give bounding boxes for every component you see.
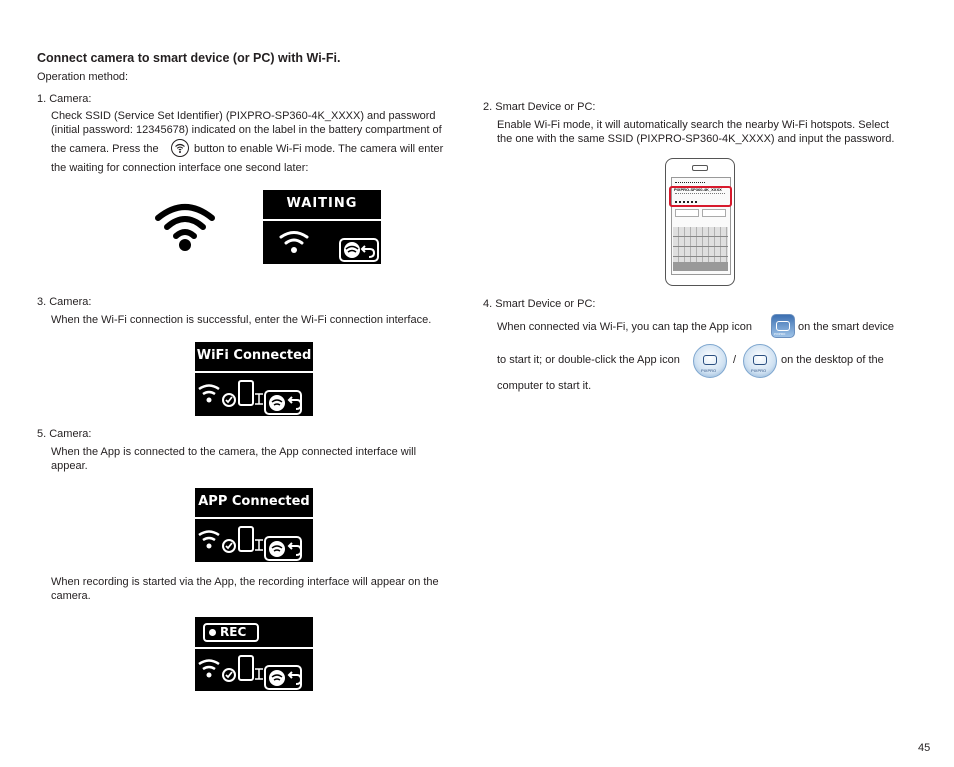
step5-text-line2: appear. [51,460,88,472]
step3-text-line1: When the Wi-Fi connection is successful, enter the Wi-Fi connection interface. [51,314,432,326]
app-icon-text: PIXPRO [751,368,767,373]
app-icon-pc-2 [743,344,777,378]
rec-text-line2: camera. [51,590,91,602]
app-icon-pc-1 [693,344,727,378]
step4-slash: / [733,354,737,366]
rec-label: REC [220,625,247,639]
step1-label: 1. Camera: [37,93,92,105]
camera-screen-wifi-connected [195,342,313,416]
app-icon-mobile [771,314,795,338]
camera-screen-waiting [263,190,381,264]
step3-label: 3. Camera: [37,296,92,308]
waiting-title: WAITING [263,190,381,218]
smartphone-illustration [665,158,735,286]
app-icon-text: PIXPRO [701,368,717,373]
rec-badge [203,623,259,642]
step4-text-line1b: on the smart device [798,321,894,333]
step1-text-line2: (initial password: 12345678) indicated on the label in the battery compartment of [51,124,442,136]
phone-speaker [692,165,708,171]
step4-text-line1a: When connected via Wi-Fi, you can tap the App icon [497,321,752,333]
ssid-highlight [669,186,732,207]
phone-ssid-text: PIXPRO-SP360-4K_XXXX [674,187,722,192]
step5-text-line1: When the App is connected to the camera, the App connected interface will [51,446,417,458]
wifi-signal-icon [150,198,220,256]
page-number: 45 [918,742,931,754]
step1-text-line3b: button to enable Wi-Fi mode. The camera will enter [194,143,444,155]
connection-status-icons [197,378,313,416]
wifi-button-icon [171,139,189,157]
wifi-connected-title: WiFi Connected [195,342,313,370]
app-icon-text: PIXPRO [774,332,786,336]
step5-label: 5. Camera: [37,428,92,440]
operation-method-label: Operation method: [37,71,129,83]
step1-text-line1: Check SSID (Service Set Identifier) (PIXPRO-SP360-4K_XXXX) and password [51,110,436,122]
section-heading: Connect camera to smart device (or PC) with Wi-Fi. [37,51,341,65]
connection-status-icons [197,524,313,562]
camera-screen-app-connected [195,488,313,562]
rec-dot-icon [209,629,216,636]
camera-screen-recording [195,617,313,691]
connection-status-icons [197,653,313,691]
step1-text-line3a: the camera. Press the [51,143,159,155]
screen-back-icon [339,238,379,262]
step4-label: 4. Smart Device or PC: [483,298,596,310]
step2-label: 2. Smart Device or PC: [483,101,596,113]
step1-text-line4: the waiting for connection interface one second later: [51,162,309,174]
app-connected-title: APP Connected [195,488,313,516]
step2-text-line1: Enable Wi-Fi mode, it will automatically search the nearby Wi-Fi hotspots. Select [497,119,889,131]
rec-text-line1: When recording is started via the App, the recording interface will appear on the [51,576,439,588]
step4-text-line2b: on the desktop of the [781,354,884,366]
step2-text-line2: the one with the same SSID (PIXPRO-SP360-4K_XXXX) and input the password. [497,133,895,145]
step4-text-line3: computer to start it. [497,380,592,392]
step4-text-line2a: to start it; or double-click the App icon [497,354,680,366]
screen-wifi-icon [277,228,311,256]
